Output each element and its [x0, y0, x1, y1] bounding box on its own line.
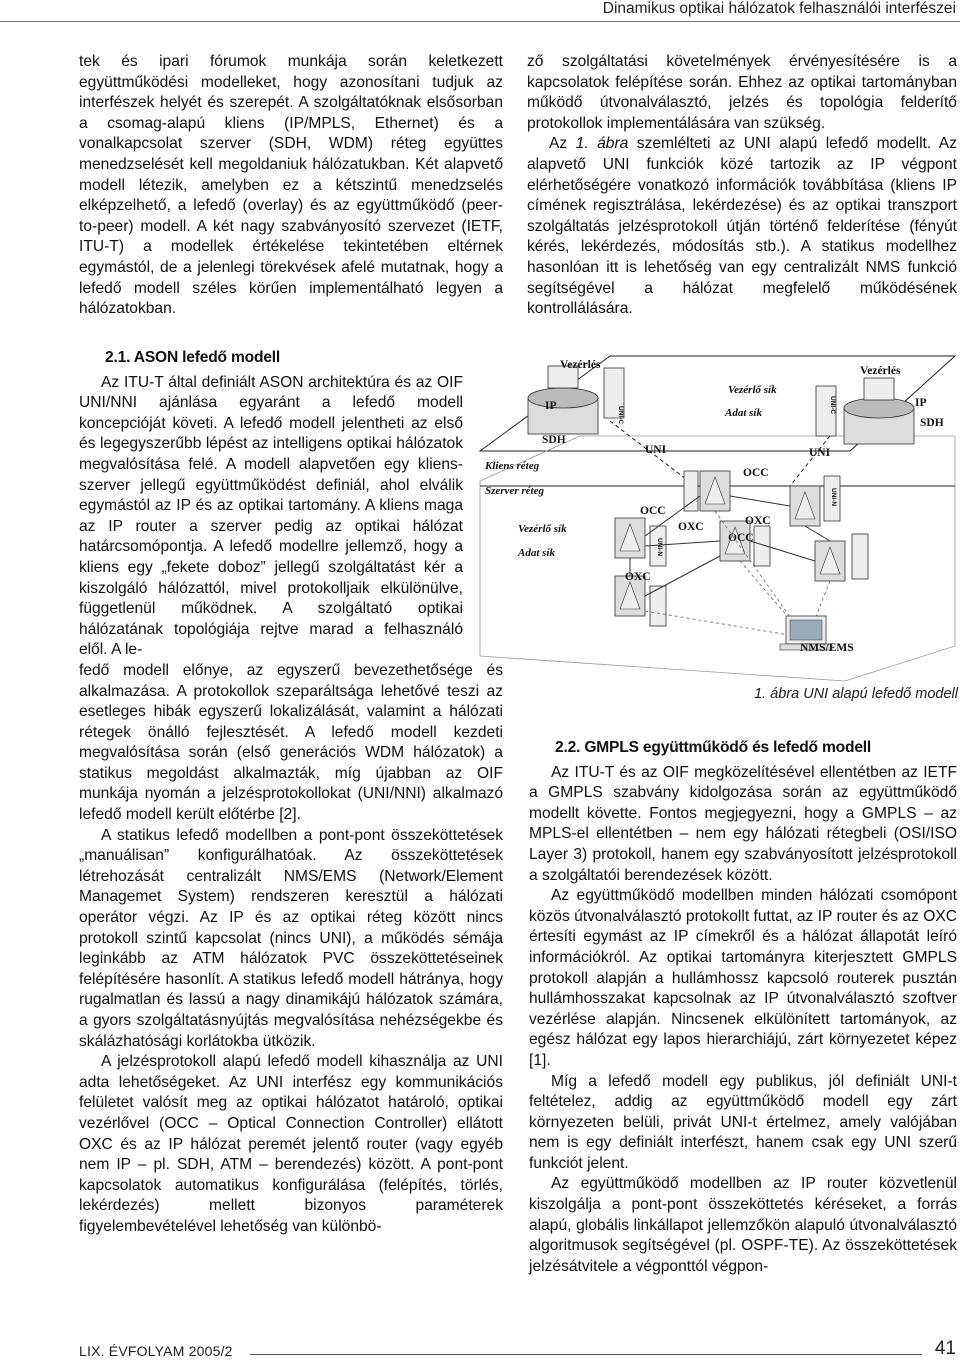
page-number: 41: [934, 1338, 956, 1359]
paragraph: A jelzésprotokoll alapú lefedő modell kihasználja az UNI adta lehetőségeket. Az UNI interfész egy kommunikációs felületet valósít meg az optikai hálózatot határoló, optikai vezérlővel (OCC – Optical Connection Controller) ellátott OXC és az IP hálózat peremét jelentő router (vagy egyéb nem IP – pl. SDH, ATM – berendezés) között. A pont-pont kapcsolatok automatikus konfigurálása (felépítés, törlés, lekérdezés) mellett bizonyos paraméterek figyelembevételével lehetőség van különbö-: [79, 1053, 503, 1235]
label-uni-n-box: UNI-N: [656, 538, 663, 557]
label-occ-2: OCC: [640, 505, 666, 517]
label-ip-left: IP: [545, 400, 557, 412]
label-nms-ems: NMS/EMS: [800, 642, 854, 654]
paragraph: Az ITU-T és az OIF megközelítésével ellentétben az IETF a GMPLS szabvány kidolgozása során az együttműködő modellt követte. Fontos megjegyezni, hogy a GMPLS – az MPLS-el ellentétben – nem egy hálózati rétegbeli (OSI/ISO Layer 3) protokoll, hanem egy szabványosított jelzésprotokoll a szolgáltatói berendezések között.: [529, 763, 957, 884]
label-data-plane-mid: Adat sík: [518, 547, 555, 559]
label-control-plane-mid: Vezérlő sík: [518, 523, 567, 535]
label-control-left: Vezérlés: [560, 359, 601, 371]
running-head: Dinamikus optikai hálózatok felhasználói interfészei: [602, 0, 956, 17]
label-occ-1: OCC: [743, 467, 769, 479]
paragraph: Az együttműködő modellben az IP router közvetlenül kiszolgálja a pont-pont összeköttetés kéréseket, a forrás alapú, globális linkállapot jellemzőkön alapuló útvonalválasztó algoritmusok segítségével (pl. OSPF-TE). Az összeköttetések jelzésátvitele a végponttól végpon-: [529, 1175, 957, 1275]
label-uni-left: UNI: [645, 444, 667, 456]
label-uni-right: UNI: [809, 447, 831, 459]
section-heading: 2.1. ASON lefedő modell: [105, 349, 281, 366]
paragraph: Az együttműködő modellben minden hálózati csomópont közös útvonalválasztó protokollt futtat, az IP router és az OXC értesíti egymást az IP címekről és a hálózat állapotát leíró információkról. Az optikai tartományra kiterjesztett GMPLS protokoll alapján a hullámhossz kapcsoló routerek pusztán hullámhosszakat kapcsolnak az IP útvonalválasztó szoftver vezérlése alapján. Nincsenek elkülönített tartományok, az egész hálózat egy lapos hierarchiájú, zárt környezetet képez [1].: [529, 887, 957, 1069]
label-server-layer: Szerver réteg: [485, 485, 544, 497]
paragraph: Míg a lefedő modell egy publikus, jól definiált UNI-t feltételez, addig az együttműködő modell egy zárt környezeten belüli, privát UNI-t értelmez, amely valójában nem is egy definiált interfészt, hanem csak egy UNI szerű funkciót jelent.: [529, 1072, 957, 1172]
header-rule: [0, 21, 960, 22]
paragraph: ző szolgáltatási követelmények érvényesítésére is a kapcsolatok felépítése során. Ehhez az optikai tartományban működő útvonalválasztó, jelzés és topológia felderítő protokollok implementálására van szükség.: [527, 53, 957, 132]
label-control-right: Vezérlés: [860, 365, 901, 377]
label-data-plane-top: Adat sík: [725, 407, 762, 419]
router-left: [528, 366, 624, 434]
label-uni-c-box: UNI-C: [617, 406, 624, 425]
footer-rule: [250, 1354, 922, 1355]
oxc-node-5: [615, 576, 666, 626]
paragraph: A statikus lefedő modellben a pont-pont összeköttetések „manuálisan” konfigurálhatóak. Az összeköttetések létrehozását centralizált NMS/EMS (Network/Element Managemet System) rendszeren keresztül a hálózati operátor végzi. Az IP és az optikai réteg között nincs protokoll szintű kapcsolat (nincs UNI), a működés sémája leginkább az ATM hálózatok PVC összeköttetéseinek felépítésére hasonlít. A statikus lefedő modell hátránya, hogy rugalmatlan és lassú a nagy dinamikájú hálózatok számára, a gyors szolgáltatásnyújtás megvalósítása nehézségekbe és skálázhatósági korlátokba ütközik.: [79, 826, 503, 1050]
column-right-main: [529, 738, 957, 1277]
paragraph-fig-ref: Az 1. ábra szemlélteti az UNI alapú lefedő modellt. Az alapvető UNI funkciók közé tartozik az IP végpont elérhetőségére vonatkozó információk továbbítása (kliens IP címének regisztrálása, lekérdezése) és az optikai transzport szolgáltatás jelzésprotokoll útján történő felderítése (fényút kérés, lekérdezés, módosítás stb.). A statikus modellhez hasonlóan itt is lehetőség van egy centralizált NMS funkció segítségével a hálózat megfelelő működésének kontrollálására.: [527, 135, 958, 318]
paragraph: Az ITU-T által definiált ASON architektúra és az OIF UNI/NNI ajánlása egyaránt a lefedő modell koncepcióját követi. A lefedő modell jelentheti az első és legegyszerűbb lépést az intelligens optikai hálózatok megvalósítása felé. A modell alapvetően egy kliens-szerver jellegű együttműködést definiál, ahol elválik egymástól az IP és az optikai tartomány. A kliens maga az IP router a szerver pedig az optikai hálózat határcsomópontja. A lefedő modellre jellemző, hogy a kliens egy „fekete doboz” jellegű szolgáltatást kér a kiszolgáló hálózattól, mivel protokolljaik elkülönülve, függetlenül működnek. A szolgáltató optikai hálózatának topológiája rejtve marad a felhasználó elől. A le-: [79, 373, 463, 659]
footer-journal: LIX. ÉVFOLYAM 2005/2: [79, 1343, 233, 1359]
label-oxc-3: OXC: [625, 571, 651, 583]
figure-uni-overlay-model: [460, 346, 960, 686]
label-oxc-1: OXC: [678, 521, 704, 533]
label-oxc-2: OXC: [745, 515, 771, 527]
label-client-layer: Kliens réteg: [485, 460, 540, 472]
network-diagram: [460, 346, 960, 686]
column-right-top: [527, 52, 957, 320]
oxc-node-2: [684, 471, 730, 511]
section-heading: 2.2. GMPLS együttműködő és lefedő modell: [555, 739, 872, 756]
column-left-main: [79, 348, 503, 1238]
oxc-node-6: [815, 534, 868, 581]
paragraph: fedő modell előnye, az egyszerű bevezethetősége és alkalmazása. A protokollok szeparáltsága lehetővé teszi az esetleges hibák egyszerű lokalizálását, valamint a hálózati rétegek önálló fejlesztését. A lefedő modell kezdeti megvalósítása során (első generációs WDM hálózatok) a statikus megoldást alkalmazták, míg újabban az OIF munkája nyomán a jelzésprotokollokat (UNI/NNI) alkalmazó lefedő modell került előtérbe [2].: [79, 661, 503, 824]
column-left-top: [79, 52, 503, 320]
paragraph: tek és ipari fórumok munkája során keletkezett együttműködési modelleket, hogy azonosítani tudjuk az interfészek helyét és szerepét. A szolgáltatóknak elsősorban a csomag-alapú kliens (IP/MPLS, Ethernet) és a vonalkapcsolat szerver (SDH, WDM) réteg együttes menedzselését kell megoldaniuk hálózatukban. Két alapvető modell létezik, amelyben ez a kétszintű menedzselés elképzelhető, a lefedő (overlay) és az együttműködő (peer-to-peer) modell. A két nagy szabványosító szervezet (IETF, ITU-T) a modellek értékelése tekintetében eltérnek egymástól, de a jelenlegi törekvések afelé mutatnak, hogy a lefedő modell széles körűen implementálható legyen a hálózatokban.: [79, 53, 503, 318]
label-sdh-right: SDH: [920, 417, 944, 429]
label-occ-3: OCC: [728, 532, 754, 544]
label-control-plane-top: Vezérlő sík: [728, 384, 777, 396]
figure-caption: 1. ábra UNI alapú lefedő modell: [754, 686, 958, 702]
label-ip-right: IP: [915, 397, 927, 409]
label-uni-n-box-right: UNI-N: [830, 488, 837, 507]
label-sdh-left: SDH: [542, 434, 566, 446]
label-uni-c-box-right: UNI-C: [829, 396, 836, 415]
